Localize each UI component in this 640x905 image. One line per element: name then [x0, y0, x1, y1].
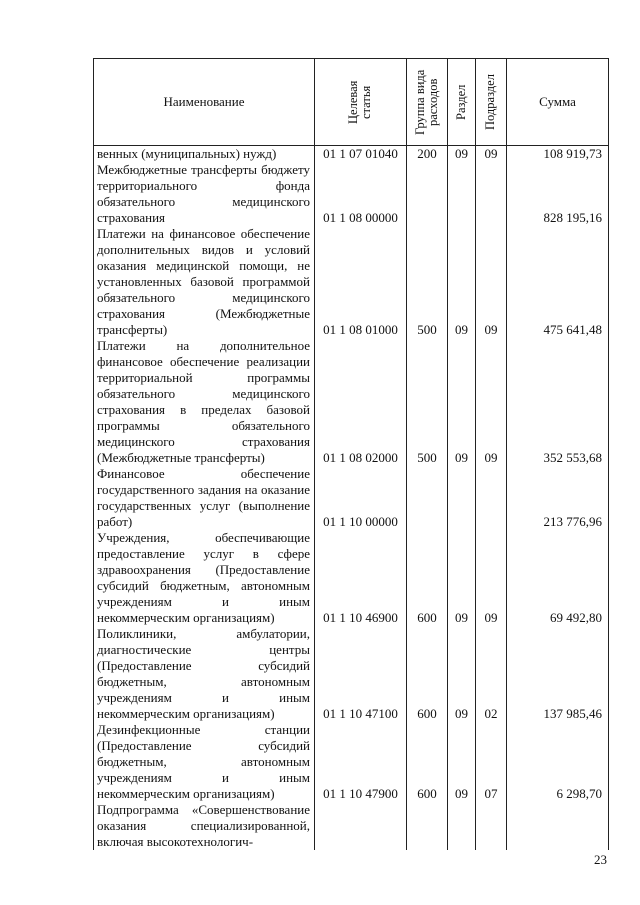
row-group [407, 466, 448, 530]
table-row [94, 466, 609, 530]
budget-table [93, 58, 609, 850]
table-row [94, 722, 609, 802]
header-section-cell [448, 59, 476, 146]
row-sum: 828 195,16 [507, 162, 609, 226]
header-section: Раздел [453, 84, 468, 120]
header-group: Группа вида расходов [412, 69, 440, 135]
row-subsection [476, 802, 507, 850]
row-subsection: 09 [476, 146, 507, 163]
row-group: 600 [407, 722, 448, 802]
row-subsection: 09 [476, 530, 507, 626]
row-group: 600 [407, 626, 448, 722]
table-row [94, 338, 609, 466]
row-section: 09 [448, 722, 476, 802]
row-subsection [476, 466, 507, 530]
header-sum: Сумма [507, 59, 609, 146]
row-target: 01 1 10 47900 [315, 722, 407, 802]
row-target: 01 1 10 47100 [315, 626, 407, 722]
header-subsection: Подраздел [483, 74, 498, 130]
row-sum: 6 298,70 [507, 722, 609, 802]
row-section: 09 [448, 146, 476, 163]
table-row [94, 626, 609, 722]
row-name: Платежи на дополнительное финансовое обеспечение реализации территориальной программы обязательного медицинского страхования в пределах базовой программы обязательного медицинского страхования (Межбюджетные трансферты) [94, 338, 315, 466]
header-subsection-cell [476, 59, 507, 146]
header-target-cell [315, 59, 407, 146]
row-name: Платежи на финансовое обеспечение дополнительных видов и условий оказания медицинской помощи, не установленных базовой программой обязательного медицинского страхования (Межбюджетные трансферты) [94, 226, 315, 338]
row-group [407, 802, 448, 850]
row-sum: 213 776,96 [507, 466, 609, 530]
table-row [94, 146, 609, 163]
row-name: венных (муниципальных) нужд) [94, 146, 315, 163]
row-subsection: 09 [476, 226, 507, 338]
row-section [448, 466, 476, 530]
row-target: 01 1 10 46900 [315, 530, 407, 626]
row-sum: 108 919,73 [507, 146, 609, 163]
row-section [448, 162, 476, 226]
table-row [94, 162, 609, 226]
row-sum: 352 553,68 [507, 338, 609, 466]
header-group-cell [407, 59, 448, 146]
row-section: 09 [448, 626, 476, 722]
row-group: 500 [407, 338, 448, 466]
row-sum: 137 985,46 [507, 626, 609, 722]
row-target: 01 1 07 01040 [315, 146, 407, 163]
row-name: Дезинфекционные станции (Предоставление субсидий бюджетным, автономным учреждениям и иным некоммерческим организациям) [94, 722, 315, 802]
row-target: 01 1 08 02000 [315, 338, 407, 466]
table-row [94, 226, 609, 338]
header-row [94, 59, 609, 146]
row-subsection: 09 [476, 338, 507, 466]
row-name: Межбюджетные трансферты бюджету территориального фонда обязательного медицинского страхования [94, 162, 315, 226]
row-section: 09 [448, 530, 476, 626]
row-group: 500 [407, 226, 448, 338]
header-name: Наименование [94, 59, 315, 146]
row-sum [507, 802, 609, 850]
row-target: 01 1 08 01000 [315, 226, 407, 338]
row-name: Учреждения, обеспечивающие предоставление услуг в сфере здравоохранения (Предоставление субсидий бюджетным, автономным учреждениям и иным некоммерческим организациям) [94, 530, 315, 626]
row-name: Поликлиники, амбулатории, диагностические центры (Предоставление субсидий бюджетным, автономным учреждениям и иным некоммерческим организациям) [94, 626, 315, 722]
row-target [315, 802, 407, 850]
row-subsection [476, 162, 507, 226]
row-target: 01 1 08 00000 [315, 162, 407, 226]
row-subsection: 02 [476, 626, 507, 722]
row-group: 200 [407, 146, 448, 163]
row-section: 09 [448, 338, 476, 466]
header-target: Целевая статья [346, 80, 374, 124]
row-sum: 69 492,80 [507, 530, 609, 626]
row-group: 600 [407, 530, 448, 626]
row-sum: 475 641,48 [507, 226, 609, 338]
row-name: Подпрограмма «Совершенствование оказания специализированной, включая высокотехнологич- [94, 802, 315, 850]
row-section [448, 802, 476, 850]
table-row [94, 802, 609, 850]
page-number: 23 [594, 852, 607, 867]
row-section: 09 [448, 226, 476, 338]
table-row [94, 530, 609, 626]
row-target: 01 1 10 00000 [315, 466, 407, 530]
row-group [407, 162, 448, 226]
row-subsection: 07 [476, 722, 507, 802]
row-name: Финансовое обеспечение государственного задания на оказание государственных услуг (выполнение работ) [94, 466, 315, 530]
